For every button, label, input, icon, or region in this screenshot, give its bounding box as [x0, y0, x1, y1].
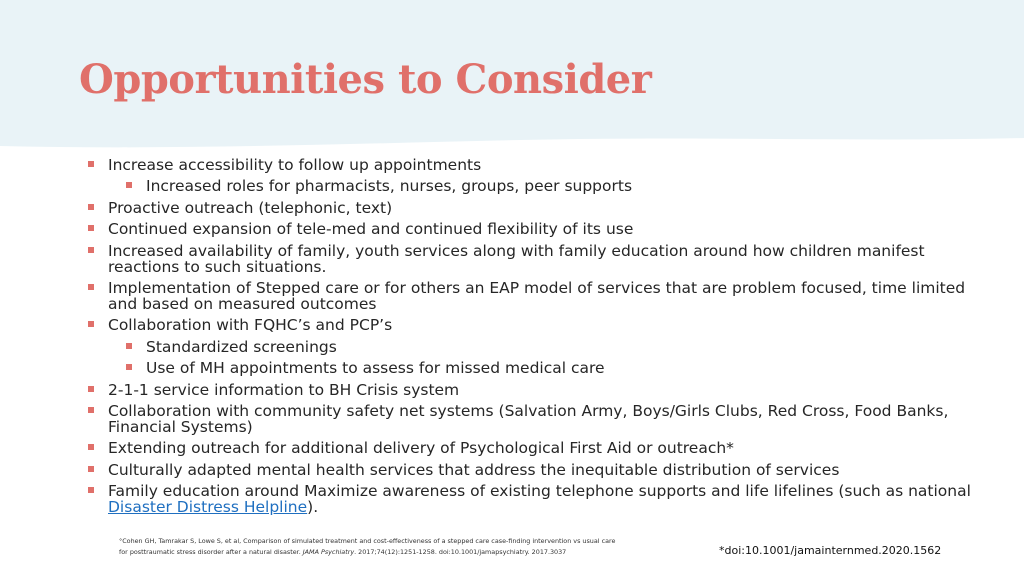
- footnote-journal: JAMA Psychiatry: [302, 548, 355, 556]
- doi-note: *doi:10.1001/jamainternmed.2020.1562: [719, 544, 942, 557]
- bullet-marker: [88, 444, 94, 450]
- bullet-list: [88, 157, 988, 520]
- bullet-text: Family education around Maximize awareness of existing telephone supports and life lifelines (such as national: [108, 482, 971, 501]
- bullet-text: Use of MH appointments to assess for missed medical care: [146, 359, 605, 378]
- bullet-item: [88, 382, 988, 398]
- bullet-text: Implementation of Stepped care or for others an EAP model of services that are problem focused, time limited and based on measured outcomes: [108, 278, 966, 313]
- citation-footnote: [119, 536, 624, 558]
- footnote-text-end: . 2017;74(12):1251-1258. doi:10.1001/jamapsychiatry. 2017.3037: [354, 548, 567, 556]
- bullet-text: Proactive outreach (telephonic, text): [108, 198, 393, 217]
- bullet-marker: [88, 204, 94, 210]
- bullet-item: [88, 317, 988, 333]
- bullet-marker: [126, 343, 132, 349]
- bullet-item: [88, 440, 988, 456]
- bullet-text: 2-1-1 service information to BH Crisis system: [108, 380, 460, 399]
- bullet-text: Extending outreach for additional delivery of Psychological First Aid or outreach*: [108, 439, 734, 458]
- bullet-item: [88, 280, 988, 312]
- bullet-text: Increased availability of family, youth services along with family education around how children manifest reactions to such situations.: [108, 241, 925, 276]
- footnote-text: °Cohen GH, Tamrakar S, Lowe S, et al, Comparison of simulated treatment and cost-effectiveness of a stepped care case-finding intervention vs usual care for posttraumatic stress disorder after a natural disaster.: [119, 537, 616, 556]
- bullet-text: Continued expansion of tele-med and continued flexibility of its use: [108, 220, 634, 239]
- bullet-item: [88, 483, 988, 515]
- page-title: Opportunities to Consider: [79, 56, 652, 103]
- bullet-text: Increased roles for pharmacists, nurses, groups, peer supports: [146, 177, 633, 196]
- bullet-marker: [126, 364, 132, 370]
- bullet-text: Collaboration with FQHC’s and PCP’s: [108, 316, 393, 335]
- bullet-marker: [88, 161, 94, 167]
- bullet-text: Collaboration with community safety net systems (Salvation Army, Boys/Girls Clubs, Red Cross, Food Banks, Financial Systems): [108, 401, 949, 436]
- sub-bullet-item: [126, 339, 988, 355]
- disaster-distress-helpline-link[interactable]: Disaster Distress Helpline: [108, 498, 308, 517]
- bullet-marker: [88, 466, 94, 472]
- bullet-text-end: ).: [307, 498, 319, 517]
- sub-bullet-item: [126, 360, 988, 376]
- bullet-item: [88, 403, 988, 435]
- bullet-marker: [88, 284, 94, 290]
- bullet-marker: [88, 321, 94, 327]
- bullet-text: Increase accessibility to follow up appointments: [108, 156, 482, 174]
- sub-bullet-item: [126, 178, 988, 194]
- bullet-marker: [88, 247, 94, 253]
- bullet-item: [88, 200, 988, 216]
- bullet-marker: [88, 487, 94, 493]
- bullet-item: [88, 462, 988, 478]
- bullet-item: [88, 221, 988, 237]
- bullet-marker: [126, 182, 132, 188]
- bullet-text: Culturally adapted mental health services that address the inequitable distribution of services: [108, 460, 840, 479]
- bullet-item: [88, 243, 988, 275]
- bullet-marker: [88, 386, 94, 392]
- bullet-item: [88, 157, 988, 173]
- bullet-marker: [88, 407, 94, 413]
- bullet-text: Standardized screenings: [146, 337, 337, 356]
- bullet-marker: [88, 225, 94, 231]
